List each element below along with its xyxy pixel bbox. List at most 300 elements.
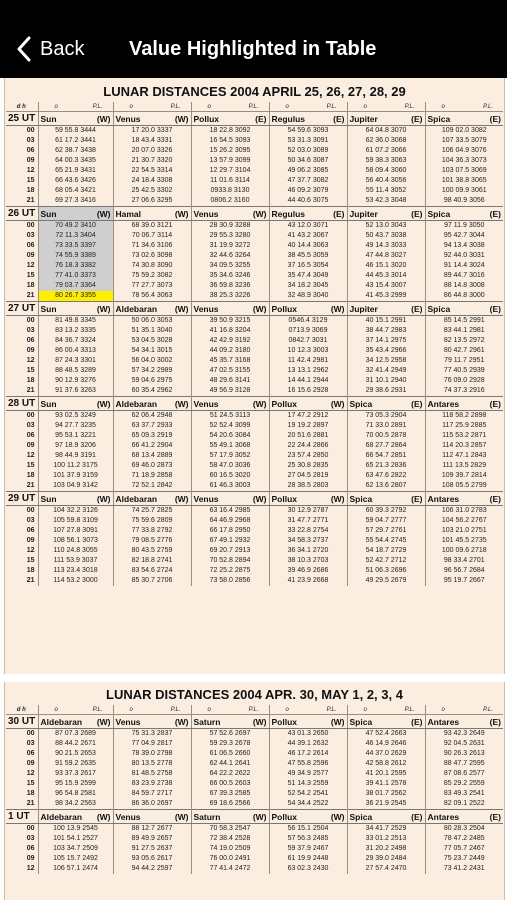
- day-header-row: [6, 810, 503, 824]
- distance-cell: 39 41.1 2578: [347, 779, 425, 789]
- table-row: [6, 316, 503, 327]
- distance-cell: 115 53.2 2871: [425, 431, 503, 441]
- body-header: [113, 207, 191, 221]
- body-header: [347, 810, 425, 824]
- hour-label: 15: [26, 557, 35, 564]
- distance-cell: 46 14.9 2646: [347, 739, 425, 749]
- table-row: [6, 251, 503, 261]
- highlighted-value-cell: 80 26.7 3355: [38, 291, 113, 302]
- body-name: Sun: [40, 493, 57, 504]
- distance-cell: 35 47.4 3049: [269, 271, 347, 281]
- table-row: [6, 126, 503, 137]
- distance-cell: 98 40.9 3056: [425, 196, 503, 207]
- distance-cell: 56 40.4 3056: [347, 176, 425, 186]
- distance-cell: 69 18.6 2566: [191, 799, 269, 810]
- distance-cell: 54 59.6 3093: [269, 126, 347, 137]
- distance-cell: 95 19.7 2667: [425, 576, 503, 586]
- distance-cell: 118 58.2 2898: [425, 411, 503, 422]
- pl-label: P.L.: [248, 103, 259, 110]
- distance-cell: 89 44.7 3016: [425, 271, 503, 281]
- hour-label: 15: [26, 367, 35, 374]
- distance-cell: 0933.8 3130: [191, 186, 269, 196]
- distance-cell: 72 38.4 2528: [191, 834, 269, 844]
- subheader-cell: [113, 705, 191, 715]
- distance-cell: 17 20.0 3337: [113, 126, 191, 137]
- table-row: [6, 366, 503, 376]
- symbol-label: o: [129, 706, 133, 713]
- distance-cell: 86 36.0 2697: [113, 799, 191, 810]
- distance-cell: 80 42.7 2961: [425, 346, 503, 356]
- body-side: (W): [174, 303, 189, 314]
- distance-cell: 38 45.5 3059: [269, 251, 347, 261]
- distance-cell: 23 57.4 2850: [269, 451, 347, 461]
- distance-cell: 63 37.7 2933: [113, 421, 191, 431]
- column-subheader: [6, 705, 503, 715]
- distance-cell: 81 49.8 3345: [38, 316, 113, 327]
- distance-cell: 54 20.6 3084: [191, 431, 269, 441]
- distance-cell: 46 17.2 2614: [269, 749, 347, 759]
- distance-cell: 79 03.7 3364: [38, 281, 113, 291]
- distance-cell: 54 18.7 2729: [347, 546, 425, 556]
- distance-cell: 40 15.1 2991: [347, 316, 425, 327]
- distance-cell: 94 27.7 3235: [38, 421, 113, 431]
- distance-cell: 61 17.2 3441: [38, 136, 113, 146]
- body-name: Hamal: [115, 208, 142, 219]
- distance-cell: 69 46.0 2873: [113, 461, 191, 471]
- distance-cell: 96 54.8 2581: [38, 789, 113, 799]
- distance-cell: 31 20.2 2498: [347, 844, 425, 854]
- body-name: Spica: [427, 208, 451, 219]
- body-side: (W): [252, 303, 267, 314]
- distance-cell: 33 01.2 2513: [347, 834, 425, 844]
- table-row: [6, 376, 503, 386]
- distance-cell: 93 05.6 2617: [113, 854, 191, 864]
- distance-cell: 43 12.0 3071: [269, 221, 347, 232]
- hour-label: 06: [26, 337, 35, 344]
- distance-cell: 21 30.7 3320: [113, 156, 191, 166]
- body-side: (E): [411, 716, 423, 727]
- distance-cell: 70 00.5 2878: [347, 431, 425, 441]
- distance-cell: 55 49.1 3068: [191, 441, 269, 451]
- distance-cell: 46 15.1 3020: [347, 261, 425, 271]
- subheader-cell: [269, 102, 347, 112]
- distance-cell: 74 37.3 2916: [425, 386, 503, 397]
- day-label: 29 UT: [6, 492, 38, 506]
- distance-cell: 97 11.9 3050: [425, 221, 503, 232]
- distance-cell: 55 11.4 3052: [347, 186, 425, 196]
- distance-cell: 79 11.7 2951: [425, 356, 503, 366]
- body-header: [425, 810, 503, 824]
- distance-cell: 97 18.9 3206: [38, 441, 113, 451]
- distance-cell: 55 54.4 2745: [347, 536, 425, 546]
- symbol-label: o: [363, 706, 367, 713]
- distance-cell: 47 37.7 3082: [269, 176, 347, 186]
- distance-cell: 108 05.5 2799: [425, 481, 503, 492]
- distance-cell: 73 33.5 3397: [38, 241, 113, 251]
- distance-cell: 17 47.2 2912: [269, 411, 347, 422]
- body-header: [347, 207, 425, 221]
- column-subheader: [6, 102, 503, 112]
- distance-cell: 51 24.5 3113: [191, 411, 269, 422]
- hour-label: 03: [26, 422, 35, 429]
- distance-cell: 78 39.0 2798: [113, 749, 191, 759]
- distance-cell: 20 51.6 2881: [269, 431, 347, 441]
- distance-cell: 41 16.8 3204: [191, 326, 269, 336]
- body-header: [113, 492, 191, 506]
- pl-label: P.L.: [92, 103, 103, 110]
- table-row: [6, 166, 503, 176]
- distance-cell: 74 19.0 2509: [191, 844, 269, 854]
- body-header: [347, 302, 425, 316]
- distance-cell: 67 39.3 2585: [191, 789, 269, 799]
- body-side: (E): [411, 493, 423, 504]
- distance-cell: 103 04.9 3142: [38, 481, 113, 492]
- distance-cell: 0842.7 3031: [269, 336, 347, 346]
- body-name: Aldebaran: [40, 716, 83, 727]
- distance-cell: 60 39.3 2792: [347, 506, 425, 517]
- distance-cell: 82 09.1 2522: [425, 799, 503, 810]
- distance-cell: 38 25.3 3226: [191, 291, 269, 302]
- chevron-left-icon: [16, 36, 32, 62]
- distance-cell: 50 34.6 3087: [269, 156, 347, 166]
- distance-cell: 62 13.6 2807: [347, 481, 425, 492]
- symbol-label: o: [285, 103, 289, 110]
- distance-cell: 59 04.7 2777: [347, 516, 425, 526]
- table-row: [6, 834, 503, 844]
- hour-label: 18: [26, 472, 35, 479]
- body-name: Pollux: [271, 716, 298, 727]
- distance-cell: 41 20.1 2595: [347, 769, 425, 779]
- distance-cell: 73 02.6 3098: [113, 251, 191, 261]
- distance-cell: 77 41.4 2472: [191, 864, 269, 874]
- distance-cell: 70 58.3 2547: [191, 824, 269, 835]
- body-header: [347, 112, 425, 126]
- distance-cell: 62 44.1 2641: [191, 759, 269, 769]
- distance-cell: 52 03.0 3089: [269, 146, 347, 156]
- distance-cell: 27 57.4 2470: [347, 864, 425, 874]
- table-row: [6, 451, 503, 461]
- distance-cell: 38 01.7 2562: [347, 789, 425, 799]
- distance-cell: 92 44.0 3031: [425, 251, 503, 261]
- table-row: [6, 336, 503, 346]
- subheader-cell: [269, 705, 347, 715]
- distance-cell: 77 04.9 2817: [113, 739, 191, 749]
- distance-cell: 56 04.0 3002: [113, 356, 191, 366]
- almanac-page: [4, 682, 505, 900]
- distance-cell: 98 33.4 2701: [425, 556, 503, 566]
- body-side: (W): [96, 811, 111, 822]
- distance-cell: 60 35.4 2962: [113, 386, 191, 397]
- body-header: [38, 397, 113, 411]
- hour-label: 06: [26, 527, 35, 534]
- distance-cell: 0806.2 3160: [191, 196, 269, 207]
- table-row: [6, 516, 503, 526]
- body-side: (W): [330, 398, 345, 409]
- table-row: [6, 221, 503, 232]
- body-side: (E): [489, 303, 501, 314]
- symbol-label: o: [207, 103, 211, 110]
- body-header: [269, 302, 347, 316]
- body-header: [191, 207, 269, 221]
- body-header: [269, 207, 347, 221]
- distance-cell: 53 42.3 3048: [347, 196, 425, 207]
- distance-cell: 107 33.5 3079: [425, 136, 503, 146]
- distance-cell: 56 15.1 2504: [269, 824, 347, 835]
- body-header: [191, 397, 269, 411]
- distance-cell: 61 46.3 3003: [191, 481, 269, 492]
- distance-cell: 61 19.9 2448: [269, 854, 347, 864]
- table-row: [6, 291, 503, 302]
- hour-label: 00: [26, 222, 35, 229]
- hour-label: 18: [26, 282, 35, 289]
- body-side: (W): [252, 208, 267, 219]
- table-row: [6, 411, 503, 422]
- body-header: [347, 397, 425, 411]
- lunar-distance-table: [6, 102, 503, 586]
- distance-cell: 73 41.2 2431: [425, 864, 503, 874]
- distance-cell: 12 29.7 3104: [191, 166, 269, 176]
- distance-cell: 64 00.3 3435: [38, 156, 113, 166]
- distance-cell: 39 50.9 3215: [191, 316, 269, 327]
- distance-cell: 64 46.9 2968: [191, 516, 269, 526]
- distance-cell: 111 13.5 2829: [425, 461, 503, 471]
- distance-cell: 95 53.1 3221: [38, 431, 113, 441]
- body-header: [269, 112, 347, 126]
- body-header: [269, 810, 347, 824]
- distance-cell: 68 39.0 3121: [113, 221, 191, 232]
- body-side: (W): [174, 208, 189, 219]
- distance-cell: 43 15.4 3007: [347, 281, 425, 291]
- hour-label: 06: [26, 242, 35, 249]
- distance-cell: 88 14.8 3008: [425, 281, 503, 291]
- hour-label: 06: [26, 432, 35, 439]
- distance-cell: 47 02.5 3155: [191, 366, 269, 376]
- symbol-label: o: [207, 706, 211, 713]
- table-row: [6, 789, 503, 799]
- hour-label: 03: [26, 740, 35, 747]
- subheader-cell: [425, 705, 503, 715]
- body-name: Sun: [40, 398, 57, 409]
- distance-cell: 83 49.3 2541: [425, 789, 503, 799]
- body-name: Regulus: [271, 208, 306, 219]
- body-name: Antares: [427, 398, 460, 409]
- table-row: [6, 146, 503, 156]
- body-name: Saturn: [193, 716, 221, 727]
- distance-cell: 100 13.9 2545: [38, 824, 113, 835]
- hour-label: 03: [26, 517, 35, 524]
- distance-cell: 98 44.9 3191: [38, 451, 113, 461]
- distance-cell: 59 55.8 3444: [38, 126, 113, 137]
- pl-label: P.L.: [248, 706, 259, 713]
- body-name: Pollux: [193, 113, 220, 124]
- hour-label: 12: [26, 547, 35, 554]
- body-side: (W): [96, 716, 111, 727]
- distance-cell: 117 25.9 2885: [425, 421, 503, 431]
- distance-cell: 44 40.6 3075: [269, 196, 347, 207]
- table-row: [6, 739, 503, 749]
- body-header: [425, 492, 503, 506]
- distance-cell: 52 13.0 3043: [347, 221, 425, 232]
- back-button[interactable]: [16, 36, 84, 62]
- day-label: 26 UT: [6, 207, 38, 221]
- distance-cell: 78 56.4 3063: [113, 291, 191, 302]
- body-side: (W): [174, 716, 189, 727]
- distance-cell: 11 42.4 2981: [269, 356, 347, 366]
- body-header: [425, 397, 503, 411]
- body-header: [269, 715, 347, 729]
- body-header: [347, 715, 425, 729]
- body-name: Spica: [349, 398, 373, 409]
- distance-cell: 79 08.5 2776: [113, 536, 191, 546]
- distance-cell: 35 34.6 3246: [191, 271, 269, 281]
- distance-cell: 74 55.9 3389: [38, 251, 113, 261]
- dh-label: d h: [6, 705, 38, 715]
- distance-cell: 27 04.5 2819: [269, 471, 347, 481]
- hour-label: 09: [26, 760, 35, 767]
- distance-cell: 75 23.7 2449: [425, 854, 503, 864]
- distance-cell: 62 38.7 3438: [38, 146, 113, 156]
- distance-cell: 86 44.8 3000: [425, 291, 503, 302]
- distance-cell: 104 56.2 2767: [425, 516, 503, 526]
- distance-cell: 88 48.5 3289: [38, 366, 113, 376]
- body-name: Pollux: [271, 811, 298, 822]
- distance-cell: 100 11.2 3175: [38, 461, 113, 471]
- distance-cell: 106 57.1 2474: [38, 864, 113, 874]
- distance-cell: 25 30.8 2835: [269, 461, 347, 471]
- distance-cell: 41 45.3 2999: [347, 291, 425, 302]
- table-title: LUNAR DISTANCES 2004 APR. 30, MAY 1, 2, 3, 4: [106, 687, 403, 702]
- body-side: (W): [252, 811, 267, 822]
- body-header: [191, 112, 269, 126]
- pl-label: P.L.: [92, 706, 103, 713]
- table-row: [6, 281, 503, 291]
- distance-cell: 29 38.6 2931: [347, 386, 425, 397]
- distance-cell: 51 06.3 2696: [347, 566, 425, 576]
- hour-label: 12: [26, 865, 35, 872]
- table-row: [6, 186, 503, 196]
- hour-label: 06: [26, 845, 35, 852]
- body-name: Aldebaran: [40, 811, 83, 822]
- distance-cell: 68 13.4 2889: [113, 451, 191, 461]
- table-row: [6, 196, 503, 207]
- distance-cell: 53 04.5 3028: [113, 336, 191, 346]
- distance-cell: 106 31.0 2783: [425, 506, 503, 517]
- body-side: (E): [411, 811, 423, 822]
- distance-cell: 29 39.0 2484: [347, 854, 425, 864]
- body-name: Spica: [349, 811, 373, 822]
- symbol-label: o: [441, 103, 445, 110]
- hour-label: 00: [26, 127, 35, 134]
- distance-cell: 42 42.9 3192: [191, 336, 269, 346]
- body-name: Venus: [115, 113, 141, 124]
- distance-cell: 65 09.3 2919: [113, 431, 191, 441]
- body-name: Pollux: [271, 398, 298, 409]
- distance-cell: 82 18.8 2741: [113, 556, 191, 566]
- distance-cell: 59 29.3 2678: [191, 739, 269, 749]
- distance-cell: 40 14.4 3063: [269, 241, 347, 251]
- distance-cell: 88 12.7 2677: [113, 824, 191, 835]
- distance-cell: 93 02.5 3249: [38, 411, 113, 422]
- hour-label: 18: [26, 790, 35, 797]
- symbol-label: o: [441, 706, 445, 713]
- symbol-label: o: [285, 706, 289, 713]
- body-name: Venus: [193, 398, 219, 409]
- table-row: [6, 176, 503, 186]
- symbol-label: o: [129, 103, 133, 110]
- hour-label: 12: [26, 357, 35, 364]
- distance-cell: 80 43.5 2759: [113, 546, 191, 556]
- body-header: [425, 715, 503, 729]
- distance-cell: 98 34.2 2563: [38, 799, 113, 810]
- distance-cell: 57 52.6 2697: [191, 729, 269, 740]
- distance-cell: 101 45.5 2735: [425, 536, 503, 546]
- pl-label: P.L.: [326, 103, 337, 110]
- distance-cell: 85 29.2 2559: [425, 779, 503, 789]
- day-label: 25 UT: [6, 112, 38, 126]
- table-row: [6, 441, 503, 451]
- distance-cell: 72 52.1 2842: [113, 481, 191, 492]
- body-name: Aldebaran: [115, 493, 158, 504]
- distance-cell: 69 20.7 2913: [191, 546, 269, 556]
- table-row: [6, 156, 503, 166]
- body-name: Pollux: [271, 303, 298, 314]
- distance-cell: 65 21.3 2836: [347, 461, 425, 471]
- scroll-content[interactable]: [0, 78, 507, 900]
- distance-cell: 68 05.4 3421: [38, 186, 113, 196]
- body-header: [113, 397, 191, 411]
- body-name: Jupiter: [349, 113, 378, 124]
- hour-label: 09: [26, 157, 35, 164]
- body-name: Venus: [193, 303, 219, 314]
- table-row: [6, 779, 503, 789]
- table-row: [6, 261, 503, 271]
- distance-cell: 0713.9 3069: [269, 326, 347, 336]
- page-title: Value Highlighted in Table: [129, 38, 377, 60]
- body-header: [191, 492, 269, 506]
- distance-cell: 57 17.9 3052: [191, 451, 269, 461]
- distance-cell: 103 34.7 2509: [38, 844, 113, 854]
- body-header: [38, 112, 113, 126]
- pl-label: P.L.: [404, 103, 415, 110]
- distance-cell: 105 59.8 3109: [38, 516, 113, 526]
- distance-cell: 91 59.2 2635: [38, 759, 113, 769]
- distance-cell: 70 06.7 3114: [113, 231, 191, 241]
- hour-label: 09: [26, 347, 35, 354]
- pl-label: P.L.: [170, 103, 181, 110]
- hour-label: 03: [26, 137, 35, 144]
- table-row: [6, 864, 503, 874]
- table-row: [6, 576, 503, 586]
- distance-cell: 95 42.7 3044: [425, 231, 503, 241]
- body-header: [38, 302, 113, 316]
- back-label: Back: [40, 38, 85, 60]
- table-row: [6, 461, 503, 471]
- distance-cell: 36 34.1 2720: [269, 546, 347, 556]
- distance-cell: 89 49.9 2657: [113, 834, 191, 844]
- day-label: 1 UT: [6, 810, 38, 824]
- hour-label: 00: [26, 317, 35, 324]
- hour-label: 15: [26, 462, 35, 469]
- body-side: (W): [174, 811, 189, 822]
- table-row: [6, 769, 503, 779]
- distance-cell: 57 56.3 2485: [269, 834, 347, 844]
- body-header: [425, 207, 503, 221]
- hour-label: 21: [26, 800, 35, 807]
- body-side: (W): [96, 303, 111, 314]
- distance-cell: 59 37.9 2467: [269, 844, 347, 854]
- distance-cell: 70 52.8 2894: [191, 556, 269, 566]
- hour-label: 12: [26, 262, 35, 269]
